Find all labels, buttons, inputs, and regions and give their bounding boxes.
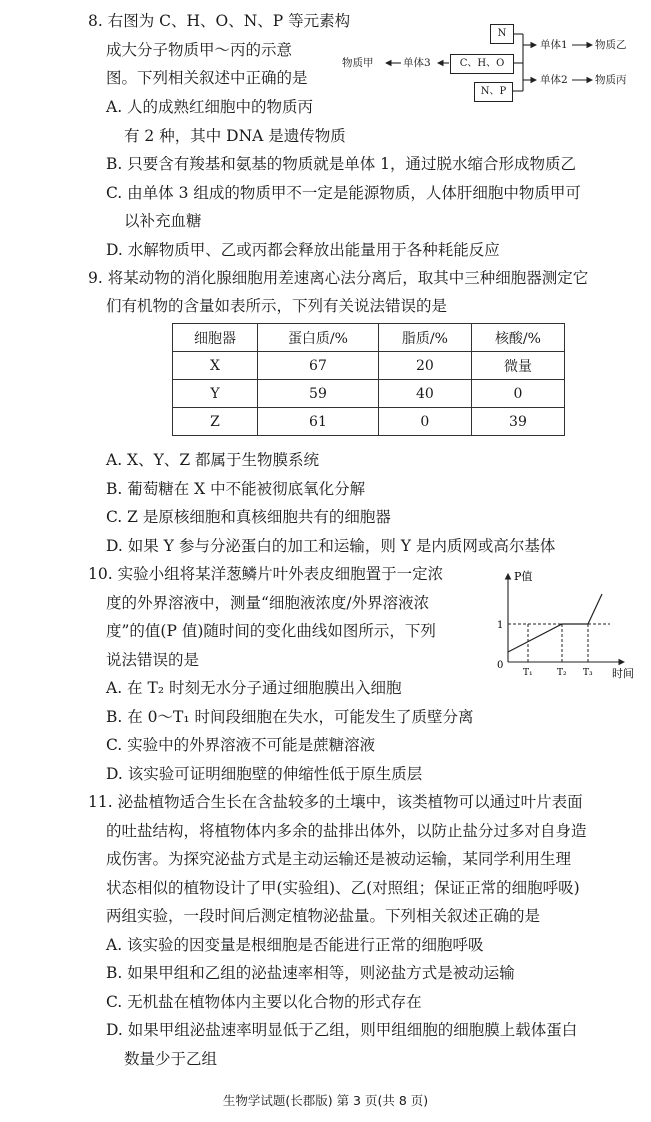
table-cell: 61 bbox=[258, 408, 379, 436]
table-cell: 67 bbox=[258, 352, 379, 380]
t2-label: T₂ bbox=[557, 668, 567, 678]
table-row bbox=[173, 352, 565, 380]
box-n: N bbox=[490, 24, 514, 44]
table-header-cell: 脂质/% bbox=[378, 324, 471, 352]
q11-stem-line-3: 成伤害。为探究泌盐方式是主动运输还是被动运输，某同学利用生理 bbox=[106, 850, 572, 868]
q10-option-c: C. 实验中的外界溶液不可能是蔗糖溶液 bbox=[106, 736, 376, 754]
origin-label: 0 bbox=[497, 660, 504, 671]
q11-stem-line-4: 状态相似的植物设计了甲(实验组)、乙(对照组；保证正常的细胞呼吸) bbox=[106, 879, 580, 897]
table-cell: 微量 bbox=[471, 352, 564, 380]
label-danti-2: 单体2 bbox=[540, 74, 568, 86]
q11-option-d-line-2: 数量少于乙组 bbox=[124, 1050, 218, 1068]
element-diagram bbox=[338, 18, 651, 108]
q8-option-b: B. 只要含有羧基和氨基的物质就是单体 1，通过脱水缩合形成物质乙 bbox=[106, 155, 577, 173]
q8-option-a-line-2: 有 2 种，其中 DNA 是遗传物质 bbox=[124, 127, 346, 145]
x-axis-label: 时间 bbox=[612, 667, 634, 680]
y-tick-1: 1 bbox=[497, 620, 504, 631]
q8-stem-line-2: 成大分子物质甲～丙的示意 bbox=[106, 41, 293, 59]
table-cell: 40 bbox=[378, 380, 471, 408]
table-cell: Z bbox=[173, 408, 258, 436]
table-header-cell: 核酸/% bbox=[471, 324, 564, 352]
p-curve bbox=[508, 594, 602, 652]
q10-stem-line-2: 度的外界溶液中，测量“细胞液浓度/外界溶液浓 bbox=[106, 594, 430, 612]
q11-option-a: A. 该实验的因变量是根细胞是否能进行正常的细胞呼吸 bbox=[106, 936, 484, 954]
table-cell: 59 bbox=[258, 380, 379, 408]
q10-stem-line-4: 说法错误的是 bbox=[106, 651, 200, 669]
label-wuzhi-bing: 物质丙 bbox=[595, 74, 627, 86]
table-cell: 0 bbox=[378, 408, 471, 436]
q11-option-b: B. 如果甲组和乙组的泌盐速率相等，则泌盐方式是被动运输 bbox=[106, 964, 515, 982]
q11-stem-line-1: 11. 泌盐植物适合生长在含盐较多的土壤中，该类植物可以通过叶片表面 bbox=[88, 793, 583, 811]
q10-stem-line-1: 10. 实验小组将某洋葱鳞片叶外表皮细胞置于一定浓 bbox=[88, 565, 444, 583]
q11-option-d-line-1: D. 如果甲组泌盐速率明显低于乙组，则甲组细胞的细胞膜上载体蛋白 bbox=[106, 1021, 578, 1039]
q11-stem-line-2: 的吐盐结构，将植物体内多余的盐排出体外，以防止盐分过多对自身造 bbox=[106, 822, 587, 840]
organelle-table bbox=[172, 323, 565, 436]
table-cell: Y bbox=[173, 380, 258, 408]
y-axis-label: P值 bbox=[514, 570, 533, 583]
q9-option-b: B. 葡萄糖在 X 中不能被彻底氧化分解 bbox=[106, 480, 366, 498]
table-cell: X bbox=[173, 352, 258, 380]
table-cell: 39 bbox=[471, 408, 564, 436]
q9-stem-line-1: 9. 将某动物的消化腺细胞用差速离心法分离后，取其中三种细胞器测定它 bbox=[88, 269, 589, 287]
q9-option-c: C. Z 是原核细胞和真核细胞共有的细胞器 bbox=[106, 508, 391, 526]
box-n-p: N、P bbox=[474, 82, 513, 102]
p-value-graph bbox=[492, 564, 644, 680]
table-cell: 0 bbox=[471, 380, 564, 408]
q8-option-c-line-1: C. 由单体 3 组成的物质甲不一定是能源物质，人体肝细胞中物质甲可 bbox=[106, 184, 581, 202]
q10-option-d: D. 该实验可证明细胞壁的伸缩性低于原生质层 bbox=[106, 765, 423, 783]
q10-stem-line-3: 度”的值(P 值)随时间的变化曲线如图所示，下列 bbox=[106, 622, 436, 640]
label-wuzhi-jia: 物质甲 bbox=[342, 57, 374, 69]
table-row bbox=[173, 380, 565, 408]
q8-option-c-line-2: 以补充血糖 bbox=[124, 212, 202, 230]
label-danti-1: 单体1 bbox=[540, 39, 568, 51]
page-footer: 生物学试题(长郡版) 第 3 页(共 8 页) bbox=[222, 1093, 429, 1108]
table-header-cell: 蛋白质/% bbox=[258, 324, 379, 352]
q9-option-d: D. 如果 Y 参与分泌蛋白的加工和运输，则 Y 是内质网或高尔基体 bbox=[106, 537, 556, 555]
t1-label: T₁ bbox=[523, 668, 533, 678]
box-c-h-o: C、H、O bbox=[450, 54, 514, 74]
q11-option-c: C. 无机盐在植物体内主要以化合物的形式存在 bbox=[106, 993, 422, 1011]
q11-stem-line-5: 两组实验，一段时间后测定植物泌盐量。下列相关叙述正确的是 bbox=[106, 907, 541, 925]
q10-option-b: B. 在 0～T₁ 时间段细胞在失水，可能发生了质壁分离 bbox=[106, 708, 474, 726]
q10-option-a: A. 在 T₂ 时刻无水分子通过细胞膜出入细胞 bbox=[106, 679, 402, 697]
table-row bbox=[173, 408, 565, 436]
q9-option-a: A. X、Y、Z 都属于生物膜系统 bbox=[106, 451, 320, 469]
table-cell: 20 bbox=[378, 352, 471, 380]
table-header-row bbox=[173, 324, 565, 352]
t3-label: T₃ bbox=[583, 668, 593, 678]
q8-stem-line-3: 图。下列相关叙述中正确的是 bbox=[106, 69, 308, 87]
q8-stem-line-1: 8. 右图为 C、H、O、N、P 等元素构 bbox=[88, 12, 351, 30]
table-header-cell: 细胞器 bbox=[173, 324, 258, 352]
q8-option-a-line-1: A. 人的成熟红细胞中的物质丙 bbox=[106, 98, 314, 116]
q8-option-d: D. 水解物质甲、乙或丙都会释放出能量用于各种耗能反应 bbox=[106, 241, 500, 259]
label-danti-3: 单体3 bbox=[403, 57, 431, 69]
q9-stem-line-2: 们有机物的含量如表所示，下列有关说法错误的是 bbox=[106, 297, 448, 315]
label-wuzhi-yi: 物质乙 bbox=[595, 39, 627, 51]
